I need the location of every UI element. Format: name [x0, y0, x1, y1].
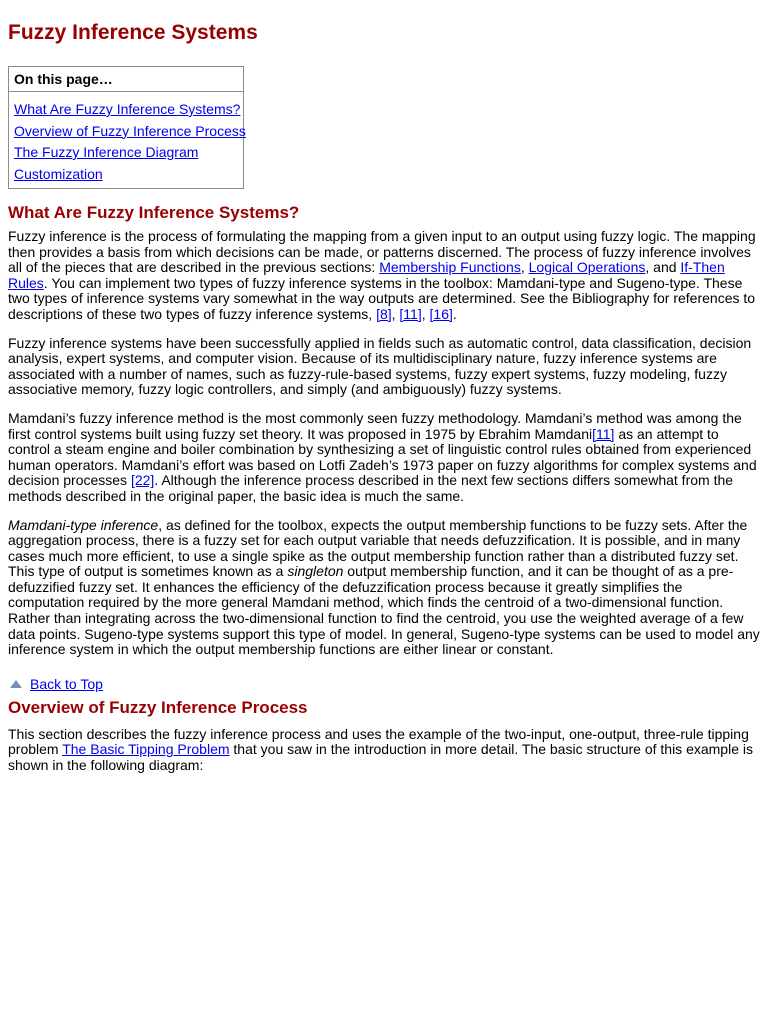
- section-heading-what-are-fis: What Are Fuzzy Inference Systems?: [8, 203, 300, 222]
- link-membership-functions[interactable]: Membership Functions: [379, 259, 521, 276]
- toc-link-overview[interactable]: Overview of Fuzzy Inference Process: [14, 122, 246, 139]
- ref-link-11[interactable]: [11]: [592, 425, 615, 442]
- link-if-then-rules[interactable]: If-Then Rules: [8, 259, 725, 291]
- back-to-top: [8, 675, 760, 693]
- paragraph: Fuzzy inference systems have been successfully applied in fields such as automatic control, data classification, decision analysis, expert systems, and computer vision. Because of its multidisciplinary nature, fuzzy inference systems are associated with a number of names, such as fuzzy-rule-based systems, fuzzy expert systems, fuzzy modeling, fuzzy associative memory, fuzzy logic controllers, and simply (and ambiguously) fuzzy systems.: [8, 334, 752, 398]
- toc-header: On this page…: [9, 67, 243, 92]
- toc-link-customization[interactable]: Customization: [14, 165, 103, 182]
- ref-link-8[interactable]: [8]: [376, 305, 392, 322]
- paragraph: Fuzzy inference is the process of formulating the mapping from a given input to an output using fuzzy logic. The mapping then provides a basis from which decisions can be made, or patterns discerned. The process of fuzzy inference involves all of the pieces that are described in the previous sections: Membership Functions, Logical Operations, and If-Then Rules. You can implement two types of fuzzy inference systems in the toolbox: Mamdani-type and Sugeno-type. These two types of inference systems vary somewhat in the way outputs are determined. See the Bibliography for references to descriptions of these two types of fuzzy inference systems, [8], [11], [16].: [8, 228, 756, 322]
- page-title: Fuzzy Inference Systems: [8, 21, 258, 44]
- up-arrow-icon[interactable]: [10, 680, 22, 688]
- toc-links: [9, 92, 246, 188]
- link-basic-tipping-problem[interactable]: The Basic Tipping Problem: [62, 741, 230, 758]
- on-this-page-box: [8, 66, 244, 189]
- ref-link-16[interactable]: [16]: [429, 305, 453, 322]
- ref-link-22[interactable]: [22]: [130, 472, 155, 489]
- back-to-top-link[interactable]: Back to Top: [30, 675, 103, 692]
- link-logical-operations[interactable]: Logical Operations: [528, 259, 646, 276]
- paragraph: Mamdani-type inference, as defined for the toolbox, expects the output membership functions to be fuzzy sets. After the aggregation process, there is a fuzzy set for each output variable that needs defuzzification. It is possible, and in many cases much more efficient, to use a single spike as the output membership function rather than a distributed fuzzy set. This type of output is sometimes known as a singleton output membership function, and it can be thought of as a pre-defuzzified fuzzy set. It enhances the efficiency of the defuzzification process because it greatly simplifies the computation required by the more general Mamdani method, which finds the centroid of a two-dimensional function. Rather than integrating across the two-dimensional function to find the centroid, you use the weighted average of a few data points. Sugeno-type systems support this type of model. In general, Sugeno-type systems can be used to model any inference system in which the output membership functions are either linear or constant.: [8, 516, 760, 658]
- toc-link-diagram[interactable]: The Fuzzy Inference Diagram: [14, 144, 199, 160]
- section-heading-overview: Overview of Fuzzy Inference Process: [8, 697, 308, 717]
- ref-link-11[interactable]: [11]: [399, 305, 422, 322]
- paragraph: This section describes the fuzzy inference process and uses the example of the two-input, one-output, three-rule tipping problem The Basic Tipping Problem that you saw in the introduction in more detail. The basic structure of this example is shown in the following diagram:: [8, 725, 753, 774]
- paragraph: Mamdani’s fuzzy inference method is the most commonly seen fuzzy methodology. Mamdani’s method was among the first control systems built using fuzzy set theory. It was proposed in 1975 by Ebrahim Mamdani[11] as an attempt to control a steam engine and boiler combination by synthesizing a set of linguistic control rules obtained from experienced human operators. Mamdani’s effort was based on Lotfi Zadeh’s 1973 paper on fuzzy algorithms for complex systems and decision processes [22]. Although the inference process described in the next few sections differs somewhat from the methods described in the original paper, the basic idea is much the same.: [8, 409, 757, 504]
- toc-link-what-are-fis[interactable]: What Are Fuzzy Inference Systems?: [14, 101, 241, 117]
